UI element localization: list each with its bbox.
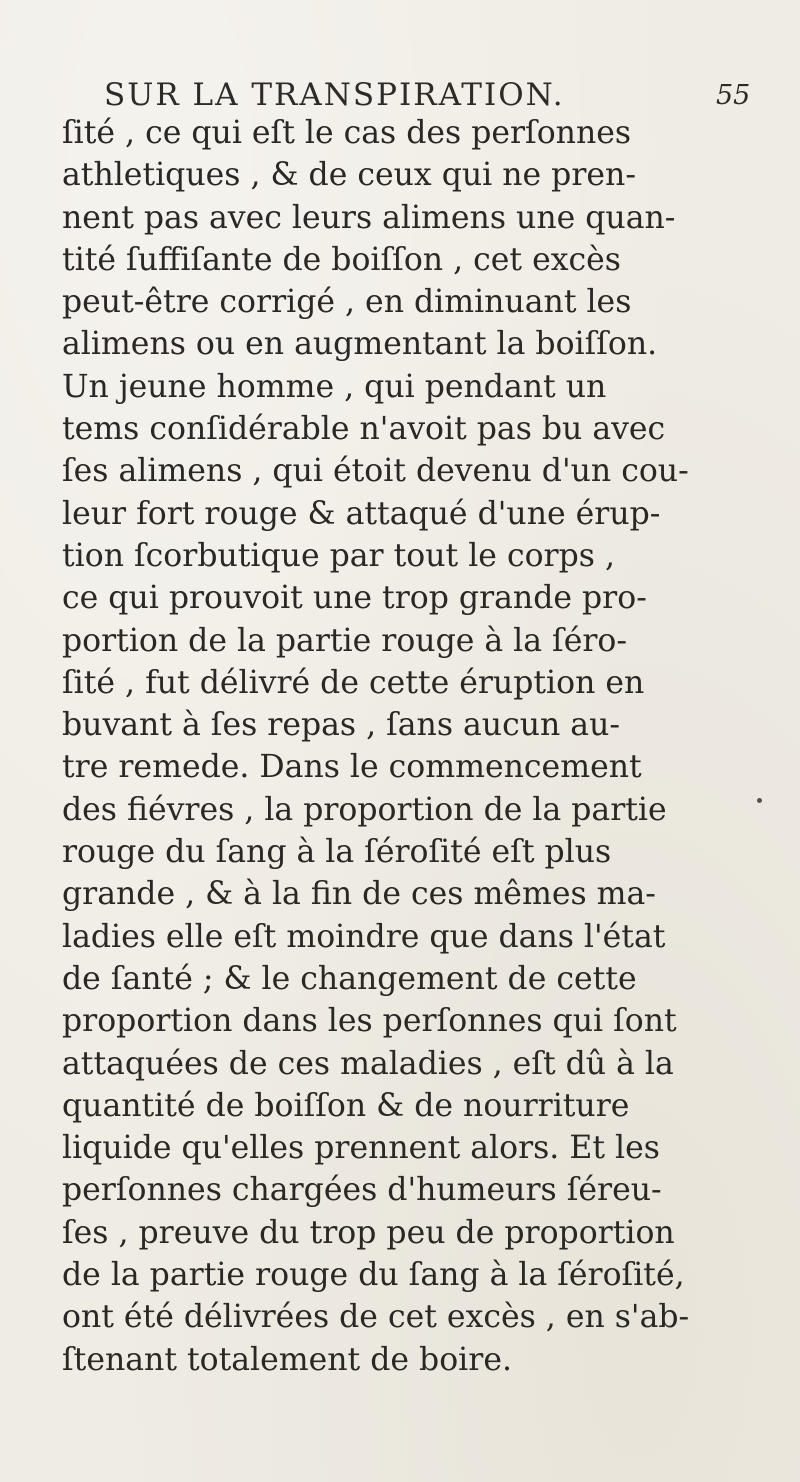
text-line: ce qui prouvoit une trop grande pro- <box>62 580 647 617</box>
text-line: rouge du ſang à la ſéroſité eſt plus <box>62 834 612 871</box>
text-line: proportion dans les perſonnes qui ſont <box>62 1003 677 1040</box>
text-line: ſes , preuve du trop peu de proportion <box>62 1214 675 1251</box>
text-line: peut-être corrigé , en diminuant les <box>62 284 632 321</box>
text-line: de ſanté ; & le changement de cette <box>62 960 637 997</box>
text-line: athletiques , & de ceux qui ne pren- <box>62 157 636 194</box>
text-line: perſonnes chargées d'humeurs ſéreu- <box>62 1172 662 1209</box>
text-line: alimens ou en augmentant la boiſſon. <box>62 326 658 363</box>
text-line: tre remede. Dans le commencement <box>62 749 642 786</box>
ink-speck <box>757 798 762 803</box>
body-text <box>62 112 752 1381</box>
text-line: liquide qu'elles prennent alors. Et les <box>62 1130 660 1167</box>
text-line: tems conſidérable n'avoit pas bu avec <box>62 411 666 448</box>
text-line: des fiévres , la proportion de la partie <box>62 791 667 828</box>
text-line: ſité , ce qui eſt le cas des perſonnes <box>62 115 632 151</box>
text-line: buvant à ſes repas , ſans aucun au- <box>62 707 621 744</box>
page-number: 55 <box>716 80 751 111</box>
text-line: ladies elle eſt moindre que dans l'état <box>62 918 666 955</box>
text-line: de la partie rouge du ſang à la ſéroſité, <box>62 1257 685 1294</box>
text-line: ſité , fut délivré de cette éruption en <box>62 664 645 701</box>
text-line: ont été délivrées de cet excès , en s'ab- <box>62 1299 690 1336</box>
text-line: quantité de boiſſon & de nourriture <box>62 1087 630 1124</box>
text-line: Un jeune homme , qui pendant un <box>62 368 607 405</box>
text-line: nent pas avec leurs alimens une quan- <box>62 199 676 236</box>
text-line: ſes alimens , qui étoit devenu d'un cou- <box>62 453 689 490</box>
text-line: portion de la partie rouge à la ſéro- <box>62 622 628 659</box>
running-title: SUR LA TRANSPIRATION. <box>104 77 565 113</box>
text-line: tion ſcorbutique par tout le corps , <box>62 537 615 574</box>
text-line: attaquées de ces maladies , eſt dû à la <box>62 1045 674 1082</box>
text-line: grande , & à la fin de ces mêmes ma- <box>62 876 656 913</box>
text-line: tité ſuffiſante de boiſſon , cet excès <box>62 241 621 278</box>
text-line: leur fort rouge & attaqué d'une érup- <box>62 495 661 532</box>
text-line: ſtenant totalement de boire. <box>62 1341 512 1378</box>
